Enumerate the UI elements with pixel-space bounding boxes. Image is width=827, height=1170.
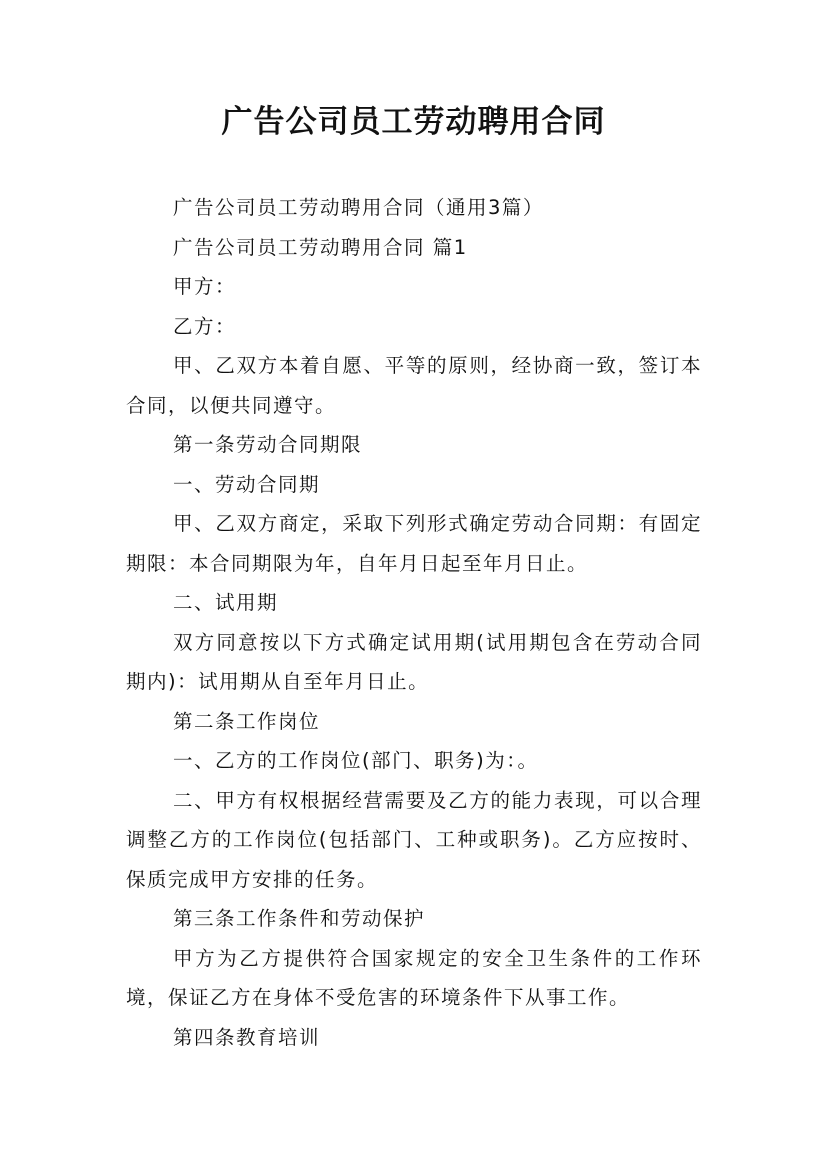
- document-body: [126, 188, 702, 1057]
- article-4-heading: 第四条教育培训: [173, 1025, 321, 1049]
- body-paragraph: 甲、乙双方商定，采取下列形式确定劳动合同期：有固定期限：本合同期限为年，自年月日起至年月日止。: [126, 512, 702, 575]
- body-paragraph: 双方同意按以下方式确定试用期(试用期包含在劳动合同期内)：试用期从自至年月日止。: [126, 630, 702, 693]
- article-1-heading: 第一条劳动合同期限: [173, 433, 363, 456]
- body-paragraph: 甲方为乙方提供符合国家规定的安全卫生条件的工作环境，保证乙方在身体不受危害的环境条件下从事工作。: [126, 946, 702, 1009]
- part-heading: 广告公司员工劳动聘用合同 篇1: [173, 235, 468, 259]
- section-heading: 一、劳动合同期: [173, 472, 321, 496]
- article-3-heading: 第三条工作条件和劳动保护: [173, 907, 426, 930]
- party-b-line: 乙方：: [173, 314, 237, 338]
- article-2-heading: 第二条工作岗位: [173, 709, 321, 733]
- body-paragraph: 一、乙方的工作岗位(部门、职务)为：。: [173, 749, 539, 772]
- contract-heading: 广告公司员工劳动聘用合同（通用3篇）: [173, 196, 544, 219]
- section-heading: 二、试用期: [173, 591, 279, 614]
- document-title: 广告公司员工劳动聘用合同: [221, 104, 606, 140]
- party-a-line: 甲方：: [173, 275, 237, 298]
- body-paragraph: 二、甲方有权根据经营需要及乙方的能力表现，可以合理调整乙方的工作岗位(包括部门、工种或职务)。乙方应按时、保质完成甲方安排的任务。: [126, 788, 702, 891]
- preamble-paragraph: 甲、乙双方本着自愿、平等的原则，经协商一致，签订本合同，以便共同遵守。: [126, 354, 702, 417]
